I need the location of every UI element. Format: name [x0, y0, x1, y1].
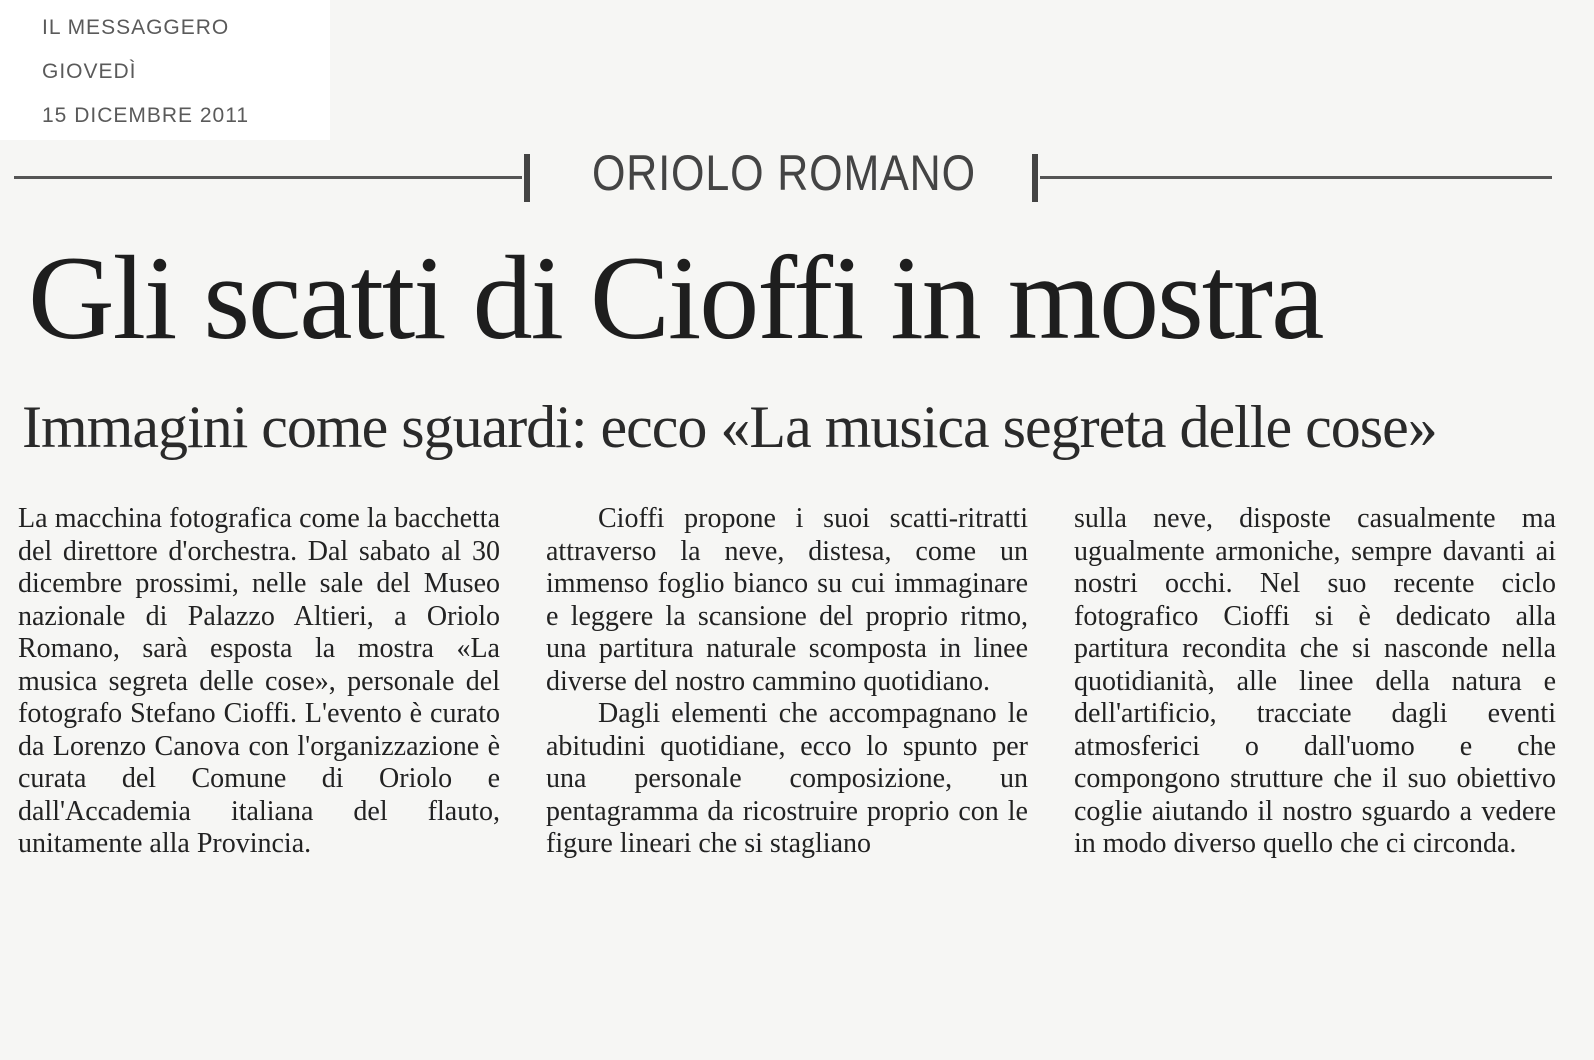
rubric-bar-left	[524, 154, 530, 202]
column-1-paragraph-1: La macchina fotografica come la bacchetta del direttore d'orchestra. Dal sabato al 30 dicembre prossimi, nelle sale del Museo nazionale di Palazzo Altieri, a Oriolo Romano, sarà esposta la mostra «La musica segreta delle cose», personale del fotografo Stefano Cioffi. L'evento è curato da Lorenzo Canova con l'organizzazione è curata del Comune di Oriolo e dall'Accademia italiana del flauto, unitamente alla Provincia.	[18, 503, 500, 859]
column-2-paragraph-1: Cioffi propone i suoi scatti-ritratti attraverso la neve, distesa, come un immenso foglio bianco su cui immaginare e leggere la scansione del proprio ritmo, una partitura naturale scomposta in linee diverse del nostro cammino quotidiano.	[546, 503, 1028, 697]
publication-date: 15 DICEMBRE 2011	[42, 104, 250, 127]
rubric-rule-right	[1040, 176, 1552, 179]
rubric-bar-right	[1032, 154, 1038, 202]
rubric-rule-left	[14, 176, 522, 179]
column-3-paragraph-1: sulla neve, disposte casualmente ma ugualmente armoniche, sempre davanti ai nostri occhi. Nel suo recente ciclo fotografico Cioffi si è dedicato alla partitura recondita che si nasconde nella quotidianità, alle linee della natura e dell'artificio, tracciate dagli eventi atmosferici o dall'uomo e che compongono strutture che il suo obiettivo coglie aiutando il nostro sguardo a vedere in modo diverso quello che ci circonda.	[1074, 503, 1556, 859]
source-stamp	[0, 0, 330, 140]
rubric-label: ORIOLO ROMANO	[592, 145, 976, 201]
article-headline: Gli scatti di Cioffi in mostra	[28, 231, 1323, 364]
article-column-3	[1074, 503, 1556, 861]
section-rubric	[0, 140, 1594, 230]
article-column-2	[546, 503, 1028, 861]
column-2-paragraph-2: Dagli elementi che accompagnano le abitudini quotidiane, ecco lo spunto per una personale composizione, un pentagramma da ricostruire proprio con le figure lineari che si stagliano	[546, 698, 1028, 859]
publication-weekday: GIOVEDÌ	[42, 60, 137, 83]
article-subheadline: Immagini come sguardi: ecco «La musica segreta delle cose»	[22, 394, 1437, 460]
article-column-1	[18, 503, 500, 861]
newspaper-name: IL MESSAGGERO	[42, 16, 230, 39]
